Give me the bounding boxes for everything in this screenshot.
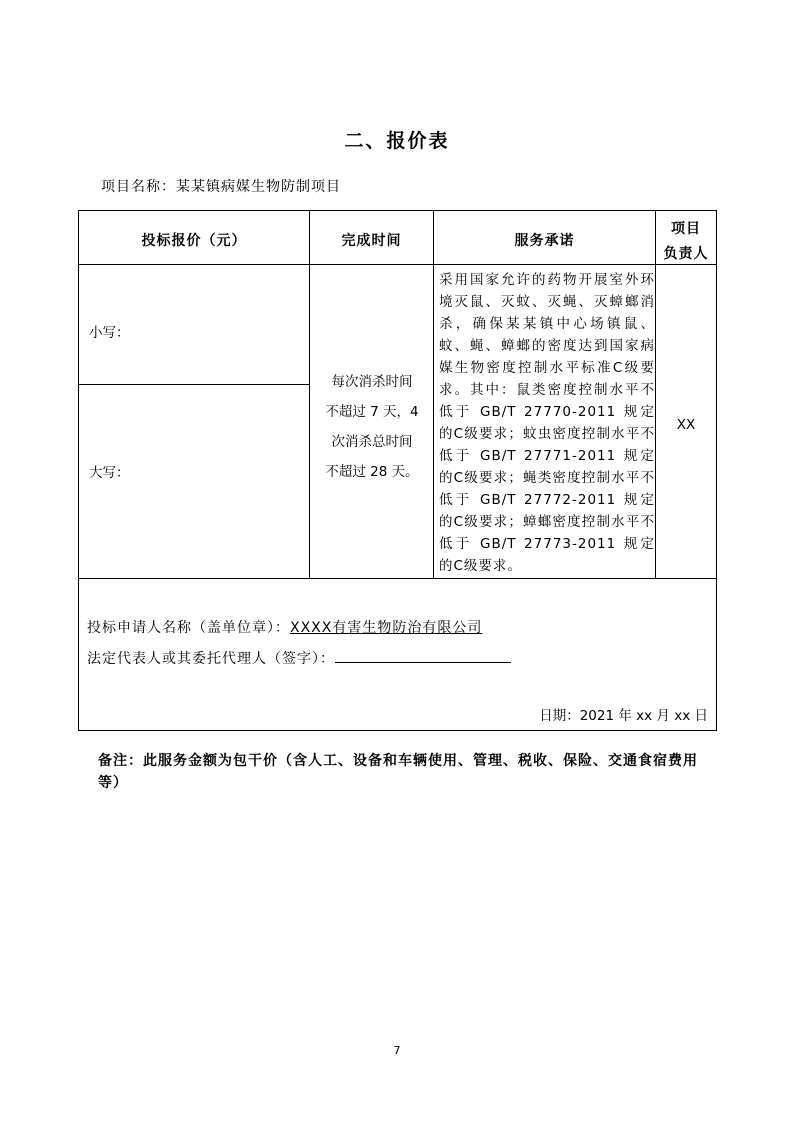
project-name-row [101, 176, 341, 196]
applicant-row [87, 617, 482, 637]
service-promise [439, 269, 655, 577]
project-leader: XX [676, 417, 696, 433]
col-divider-1 [309, 211, 310, 578]
applicant-label: 投标申请人名称（盖单位章）： [87, 620, 290, 636]
body-divider [79, 578, 716, 579]
sign-date: 日期：2021 年 xx 月 xx 日 [539, 708, 708, 724]
time-line-4: 不超过 28 天。 [325, 464, 419, 480]
header-time: 完成时间 [341, 233, 402, 249]
time-line-1: 每次消杀时间 [331, 374, 413, 390]
big-amount-label: 大写： [89, 465, 130, 481]
page-title: 二、报价表 [344, 130, 450, 152]
header-leader-1: 项目 [671, 221, 701, 237]
header-leader-2: 负责人 [663, 246, 709, 262]
remark-note: 备注：此服务金额为包干价（含人工、设备和车辆使用、管理、税收、保险、交通食宿费用等） [98, 753, 698, 791]
applicant-value: XXXX有害生物防治有限公司 [290, 620, 483, 636]
header-price: 投标报价（元） [141, 233, 247, 249]
project-value: 某某镇病媒生物防制项目 [176, 179, 341, 195]
representative-label: 法定代表人或其委托代理人（签字）： [87, 651, 335, 667]
project-label: 项目名称： [101, 179, 176, 195]
representative-row [87, 648, 511, 668]
time-line-2: 不超过 7 天，4 [325, 404, 419, 420]
completion-time [315, 367, 429, 487]
signature-blank[interactable] [335, 648, 511, 663]
price-row-divider [79, 384, 309, 385]
service-promise-text: 采用国家允许的药物开展室外环境灭鼠、灭蚊、灭蝇、灭蟑螂消杀，确保某某镇中心场镇鼠、蚊、蝇、蟑螂的密度达到国家病媒生物密度控制水平标准C级要求。其中：鼠类密度控制水平不低于 GB/T 27770-2011 规定的C级要求；蚊虫密度控制水平不低于 GB/T 27771-2011 规定的C级要求；蝇类密度控制水平不低于 GB/T 27772-2011 规定的C级要求；蟑螂密度控制水平不低于 GB/T 27773-2011 规定的C级要求。 [439, 272, 655, 574]
col-divider-2 [433, 211, 434, 578]
time-line-3: 次消杀总时间 [331, 434, 413, 450]
header-promise: 服务承诺 [514, 233, 575, 249]
col-divider-3 [655, 211, 656, 578]
header-divider [79, 264, 716, 265]
page-number: 7 [393, 1044, 401, 1057]
small-amount-label: 小写： [89, 325, 130, 341]
quotation-table [78, 210, 717, 731]
